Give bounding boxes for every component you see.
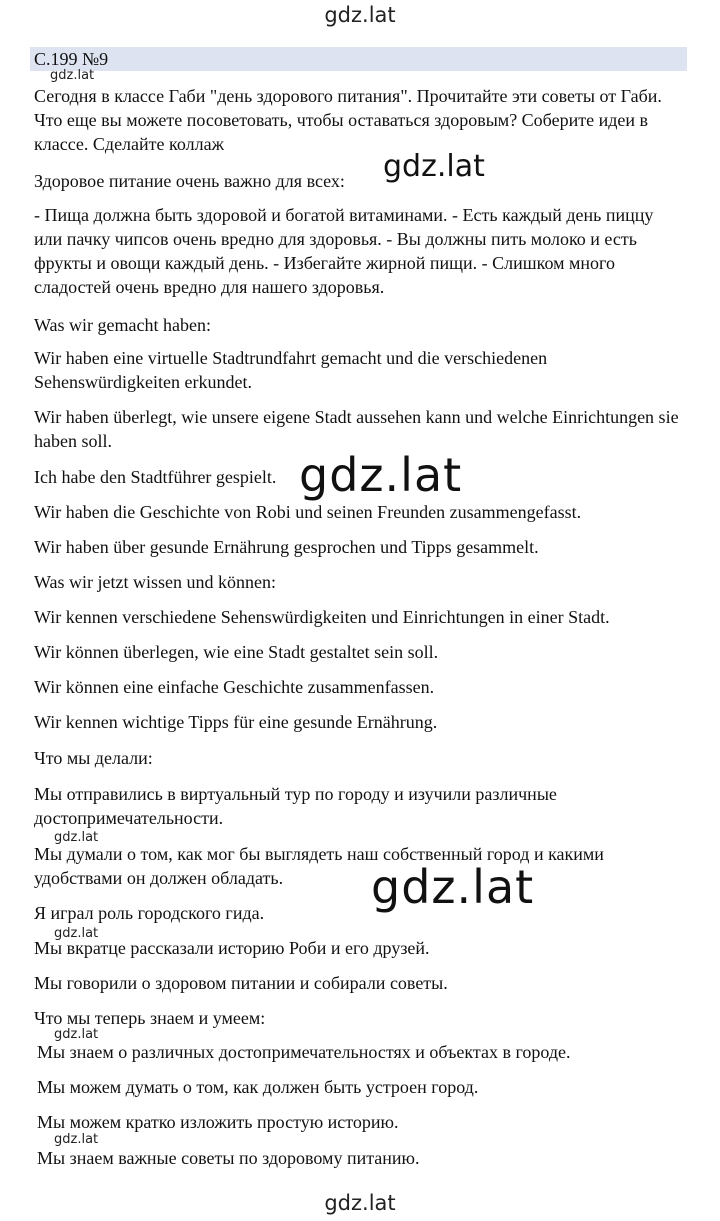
paragraph: Мы говорили о здоровом питании и собирали советы. xyxy=(34,973,448,993)
watermark-mid: gdz.lat xyxy=(383,149,485,184)
paragraph: Мы знаем важные советы по здоровому питанию. xyxy=(37,1148,420,1168)
watermark-small: gdz.lat xyxy=(54,1027,99,1042)
paragraph: Мы думали о том, как мог бы выглядеть наш собственный город и какими удобствами он должен обладать. xyxy=(34,844,604,888)
watermark-top: gdz.lat xyxy=(324,3,396,27)
paragraph: Мы отправились в виртуальный тур по городу и изучили различные достопримечательности. xyxy=(34,784,557,828)
paragraph: Wir haben über gesunde Ernährung gesprochen und Tipps gesammelt. xyxy=(34,537,539,557)
paragraph: Мы вкратце рассказали историю Роби и его друзей. xyxy=(34,938,430,958)
paragraph: Was wir gemacht haben: xyxy=(34,315,211,335)
paragraph: Wir kennen verschiedene Sehenswürdigkeiten und Einrichtungen in einer Stadt. xyxy=(34,607,610,627)
page-title: С.199 №9 xyxy=(34,49,109,69)
watermark-small: gdz.lat xyxy=(54,926,99,941)
paragraph: Wir kennen wichtige Tipps für eine gesunde Ernährung. xyxy=(34,712,438,732)
paragraph: Что мы делали: xyxy=(34,748,153,768)
paragraph: - Пища должна быть здоровой и богатой витаминами. - Есть каждый день пиццу или пачку чипсов очень вредно для здоровья. - Вы должны пить молоко и есть фрукты и овощи каждый день. - Избегайте жирной пищи. - Слишком много сладостей очень вредно для нашего здоровья. xyxy=(34,205,654,297)
paragraph: Wir können überlegen, wie eine Stadt gestaltet sein soll. xyxy=(34,642,439,662)
paragraph: Was wir jetzt wissen und können: xyxy=(34,572,277,592)
paragraph-task: Сегодня в классе Габи "день здорового питания". Прочитайте эти советы от Габи. Что еще вы можете посоветовать, чтобы оставаться здоровым? Соберите идеи в классе. Сделайте коллаж xyxy=(34,86,662,154)
paragraph: Здоровое питание очень важно для всех: xyxy=(34,171,345,191)
paragraph: Wir haben die Geschichte von Robi und seinen Freunden zusammengefasst. xyxy=(34,502,582,522)
watermark-small: gdz.lat xyxy=(54,830,99,845)
heading-highlight xyxy=(30,47,687,71)
watermark-small: gdz.lat xyxy=(54,1132,99,1147)
watermark-big: gdz.lat xyxy=(371,860,535,914)
paragraph: Мы можем кратко изложить простую историю. xyxy=(37,1112,399,1132)
watermark-small: gdz.lat xyxy=(50,68,95,83)
watermark-bottom: gdz.lat xyxy=(324,1191,396,1215)
paragraph: Wir können eine einfache Geschichte zusammenfassen. xyxy=(34,677,435,697)
watermark-big: gdz.lat xyxy=(299,448,463,502)
paragraph: Что мы теперь знаем и умеем: xyxy=(34,1008,266,1028)
paragraph: Wir haben überlegt, wie unsere eigene Stadt aussehen kann und welche Einrichtungen sie haben soll. xyxy=(34,407,679,451)
paragraph: Wir haben eine virtuelle Stadtrundfahrt gemacht und die verschiedenen Sehenswürdigkeiten erkundet. xyxy=(34,348,548,392)
paragraph: Ich habe den Stadtführer gespielt. xyxy=(34,467,277,487)
paragraph: Я играл роль городского гида. xyxy=(34,903,265,923)
paragraph: Мы знаем о различных достопримечательностях и объектах в городе. xyxy=(37,1042,571,1062)
paragraph: Мы можем думать о том, как должен быть устроен город. xyxy=(37,1077,479,1097)
